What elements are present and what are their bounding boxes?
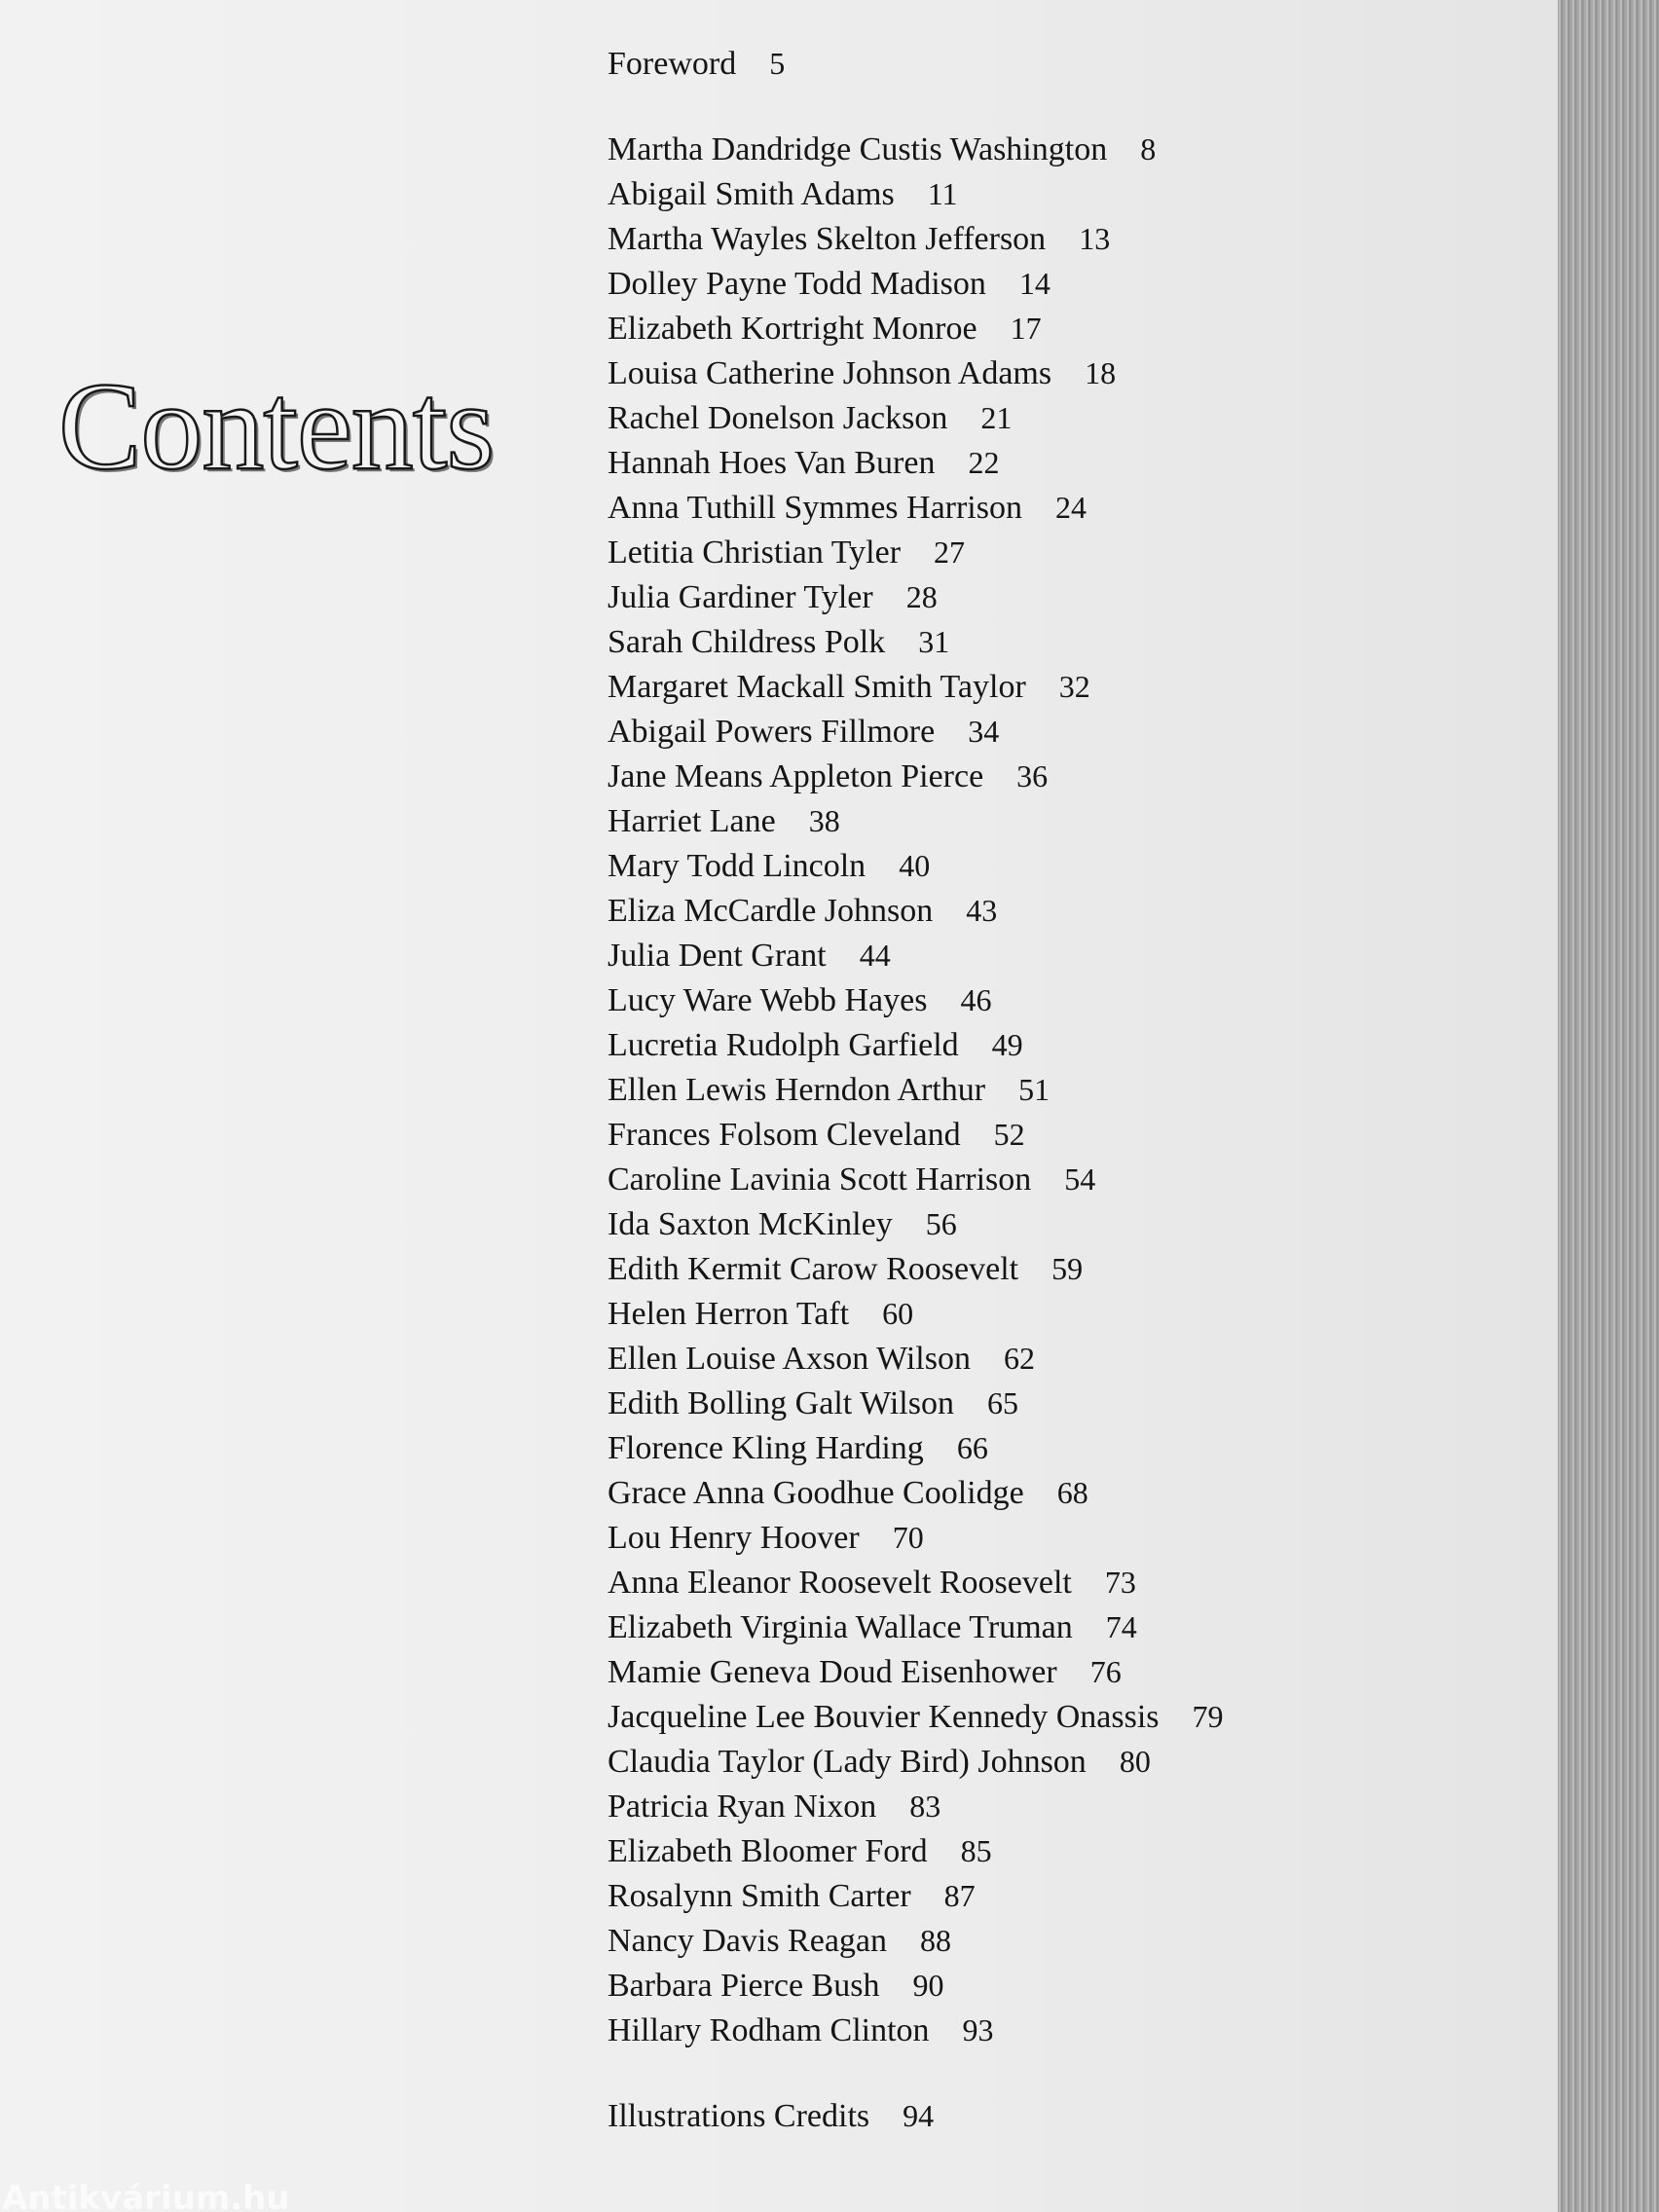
toc-entry-page: 8 [1140,131,1157,166]
toc-entry [608,1963,1523,2008]
toc-entry-title: Foreword [608,46,737,82]
toc-entry [608,1157,1523,1201]
toc-entry [608,1873,1523,1918]
toc-entry-page: 83 [909,1788,941,1824]
toc-entry [608,1425,1523,1470]
toc-entry-page: 31 [918,624,950,659]
toc-entry-page: 51 [1018,1072,1051,1107]
toc-entry [608,888,1523,933]
toc-entry-page: 13 [1079,221,1111,256]
toc-entry-page: 73 [1104,1565,1136,1600]
toc-entry [608,754,1523,798]
watermark: Antikvárium.hu [2,2179,290,2212]
toc-entry-title: Louisa Catherine Johnson Adams [608,355,1052,391]
toc-entry-title: Caroline Lavinia Scott Harrison [608,1161,1032,1198]
toc-entry [608,1604,1523,1649]
toc-entry-title: Abigail Smith Adams [608,176,895,212]
toc-entry-page: 66 [956,1430,988,1465]
toc-entry-title: Anna Tuthill Symmes Harrison [608,490,1022,526]
toc-entry-title: Margaret Mackall Smith Taylor [608,669,1026,705]
toc-entry-page: 94 [903,2098,935,2133]
toc-entry [608,306,1523,350]
toc-entry [608,1784,1523,1828]
toc-entry-title: Lucretia Rudolph Garfield [608,1027,959,1063]
toc-entry-page: 70 [892,1520,924,1555]
toc-entry-title: Martha Dandridge Custis Washington [608,131,1108,167]
toc-entry [608,2008,1523,2052]
toc-entry [608,574,1523,619]
toc-entry-title: Ida Saxton McKinley [608,1206,893,1242]
toc-entry-title: Anna Eleanor Roosevelt Roosevelt [608,1565,1072,1601]
toc-entry-title: Elizabeth Virginia Wallace Truman [608,1609,1073,1645]
toc-entry-page: 68 [1056,1475,1088,1510]
toc-entry [608,1649,1523,1694]
toc-entry-credits [608,2093,1523,2138]
toc-entry-page: 27 [934,535,966,570]
toc-entry-page: 59 [1051,1251,1084,1286]
toc-entry-page: 54 [1064,1161,1096,1197]
toc-entry-title: Grace Anna Goodhue Coolidge [608,1475,1024,1511]
toc-entry-page: 21 [980,400,1013,435]
toc-entry [608,709,1523,754]
toc-entry [608,485,1523,530]
toc-entry [608,261,1523,306]
toc-entry-page: 80 [1119,1744,1151,1779]
toc-entry-title: Dolley Payne Todd Madison [608,266,986,302]
toc-entry-page: 60 [882,1296,914,1331]
toc-entry-title: Elizabeth Bloomer Ford [608,1833,928,1869]
toc-entry-title: Helen Herron Taft [608,1296,850,1332]
toc-entry [608,1336,1523,1381]
toc-entry-page: 74 [1105,1609,1137,1644]
toc-entry-page: 85 [960,1833,992,1868]
toc-entry [608,1470,1523,1515]
toc-entry-title: Florence Kling Harding [608,1430,924,1466]
toc-entry-page: 90 [912,1968,944,2003]
toc-entry [608,1918,1523,1963]
toc-entry-title: Nancy Davis Reagan [608,1923,888,1959]
toc-entry-title: Ellen Louise Axson Wilson [608,1341,971,1377]
toc-entry-page: 62 [1003,1341,1035,1376]
toc-entry-page: 43 [966,893,998,928]
toc-entry-page: 87 [943,1878,976,1913]
toc-entry-title: Edith Bolling Galt Wilson [608,1385,954,1421]
toc-entry [608,1381,1523,1425]
toc-entry [608,977,1523,1022]
toc-entry [608,1739,1523,1784]
toc-entry [608,1246,1523,1291]
toc-entry [608,933,1523,977]
toc-entry-page: 40 [899,848,931,883]
toc-entry-title: Frances Folsom Cleveland [608,1117,961,1153]
toc-entry-page: 65 [986,1385,1018,1420]
toc-entry [608,1694,1523,1739]
toc-entry-title: Rosalynn Smith Carter [608,1878,911,1914]
toc-entry-title: Barbara Pierce Bush [608,1968,880,2004]
toc-entry [608,843,1523,888]
toc-entry-title: Hillary Rodham Clinton [608,2012,930,2048]
toc-entry-page: 49 [991,1027,1023,1062]
toc-entry-page: 34 [968,714,1000,749]
toc-entry-page: 24 [1054,490,1087,525]
toc-entry-title: Julia Gardiner Tyler [608,579,873,615]
toc-entry-page: 46 [960,982,992,1017]
toc-entry-page: 36 [1016,758,1049,793]
toc-entry-title: Eliza McCardle Johnson [608,893,934,929]
toc-entry-title: Mary Todd Lincoln [608,848,866,884]
toc-entry [608,1515,1523,1560]
toc-entry [608,530,1523,574]
toc-entry-page: 28 [905,579,938,614]
toc-entry-title: Letitia Christian Tyler [608,535,902,571]
toc-entry-title: Elizabeth Kortright Monroe [608,311,977,347]
toc-entry-page: 22 [968,445,1000,480]
toc-entry [608,1201,1523,1246]
toc-entry [608,798,1523,843]
toc-entry [608,1828,1523,1873]
toc-entry-title: Sarah Childress Polk [608,624,886,660]
toc-entry-page: 93 [962,2012,994,2047]
toc-entry-title: Mamie Geneva Doud Eisenhower [608,1654,1057,1690]
toc-entry-page: 18 [1085,355,1117,390]
toc-entry-title: Patricia Ryan Nixon [608,1788,877,1825]
toc-entry [608,171,1523,216]
toc-entry [608,395,1523,440]
toc-entry-page: 44 [859,938,891,973]
toc-entry-page: 5 [769,46,786,81]
toc-entry [608,619,1523,664]
toc-entry-title: Claudia Taylor (Lady Bird) Johnson [608,1744,1087,1780]
toc-entry [608,1112,1523,1157]
toc-entry [608,1560,1523,1604]
toc-entry-page: 17 [1010,311,1042,346]
toc-entry-page: 32 [1058,669,1090,704]
toc-entry-page: 38 [808,803,840,838]
toc-entry-foreword [608,41,1523,86]
toc-entry-page: 14 [1018,266,1051,301]
toc-entry-title: Jane Means Appleton Pierce [608,758,984,794]
toc-entry-title: Lucy Ware Webb Hayes [608,982,928,1018]
toc-entry-list [608,127,1523,2052]
toc-entry-title: Edith Kermit Carow Roosevelt [608,1251,1019,1287]
page-stack-edge [1558,0,1659,2212]
toc-entry-page: 56 [925,1206,957,1241]
toc-entry [608,350,1523,395]
toc-entry-title: Jacqueline Lee Bouvier Kennedy Onassis [608,1699,1160,1735]
toc-entry-title: Lou Henry Hoover [608,1520,860,1556]
toc-entry-title: Hannah Hoes Van Buren [608,445,936,481]
toc-entry [608,1067,1523,1112]
toc-entry [608,440,1523,485]
toc-entry-title: Rachel Donelson Jackson [608,400,948,436]
table-of-contents [608,41,1523,2138]
toc-entry-title: Martha Wayles Skelton Jefferson [608,221,1047,257]
toc-entry-page: 88 [920,1923,952,1958]
toc-entry [608,1291,1523,1336]
toc-entry-title: Illustrations Credits [608,2098,870,2134]
toc-entry-title: Ellen Lewis Herndon Arthur [608,1072,986,1108]
toc-entry-page: 52 [993,1117,1025,1152]
toc-entry-title: Julia Dent Grant [608,938,827,974]
toc-entry-page: 79 [1192,1699,1224,1734]
toc-entry-page: 76 [1089,1654,1122,1689]
toc-entry [608,664,1523,709]
toc-entry [608,127,1523,171]
toc-entry-title: Abigail Powers Fillmore [608,714,936,750]
toc-entry [608,216,1523,261]
toc-entry [608,1022,1523,1067]
toc-entry-title: Harriet Lane [608,803,776,839]
toc-entry-page: 11 [927,176,958,211]
page-title: Contents [58,357,495,496]
